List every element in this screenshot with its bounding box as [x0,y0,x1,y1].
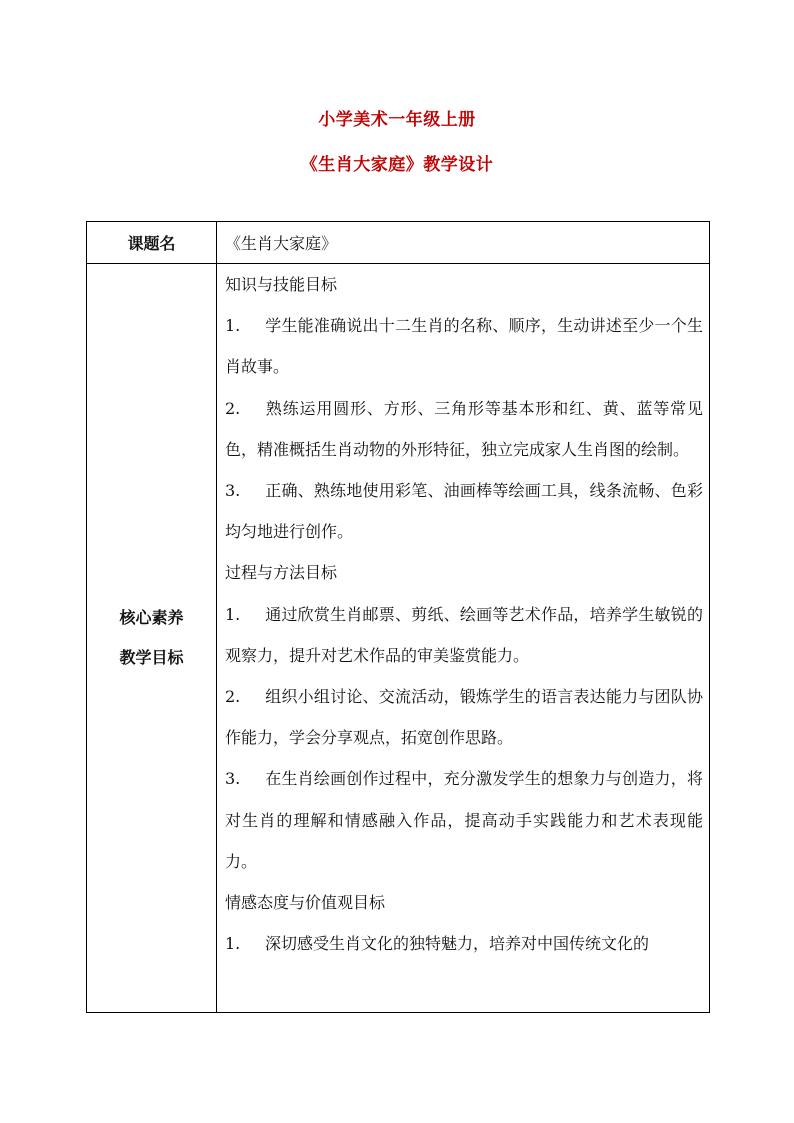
list-item [225,758,703,882]
list-item [225,923,703,964]
item-number: 3. [225,769,241,789]
item-text: 组织小组讨论、交流活动，锻炼学生的语言表达能力与团队协作能力，学会分享观点，拓宽创作思路。 [225,687,703,748]
objectives-label-cell [87,264,217,1013]
objectives-content [217,264,710,1013]
list-item [225,676,703,758]
objectives-label-line2: 教学目标 [119,648,184,667]
item-text: 在生肖绘画创作过程中，充分激发学生的想象力与创造力，将对生肖的理解和情感融入作品，提高动手实践能力和艺术表现能力。 [225,769,703,871]
item-number: 1. [225,934,241,954]
course-name: 《生肖大家庭》 [217,222,710,264]
section-heading-process: 过程与方法目标 [225,563,338,583]
document-title: 小学美术一年级上册 [318,110,476,130]
item-text: 通过欣赏生肖邮票、剪纸、绘画等艺术作品，培养学生敏锐的观察力，提升对艺术作品的审美鉴赏能力。 [225,604,703,665]
lesson-plan-table [86,221,710,1013]
list-item [225,305,703,387]
table-row-course [87,222,710,264]
document-subtitle: 《生肖大家庭》教学设计 [300,155,494,175]
item-number: 1. [225,604,241,624]
item-text: 深切感受生肖文化的独特魅力，培养对中国传统文化的 [265,934,650,954]
item-text: 正确、熟练地使用彩笔、油画棒等绘画工具，线条流畅、色彩均匀地进行创作。 [225,481,703,542]
course-label: 课题名 [87,222,217,264]
list-item [225,470,703,552]
objectives-label-line1: 核心素养 [119,608,184,627]
item-number: 3. [225,481,241,501]
item-number: 1. [225,316,241,336]
item-text: 学生能准确说出十二生肖的名称、顺序，生动讲述至少一个生肖故事。 [225,316,703,377]
item-number: 2. [225,398,241,418]
item-text: 熟练运用圆形、方形、三角形等基本形和红、黄、蓝等常见色，精准概括生肖动物的外形特征，独立完成家人生肖图的绘制。 [225,398,703,459]
table-row-objectives [87,264,710,1013]
list-item [225,594,703,676]
list-item [225,388,703,470]
section-heading-knowledge: 知识与技能目标 [225,275,338,294]
item-number: 2. [225,687,241,707]
section-heading-values: 情感态度与价值观目标 [225,893,386,913]
